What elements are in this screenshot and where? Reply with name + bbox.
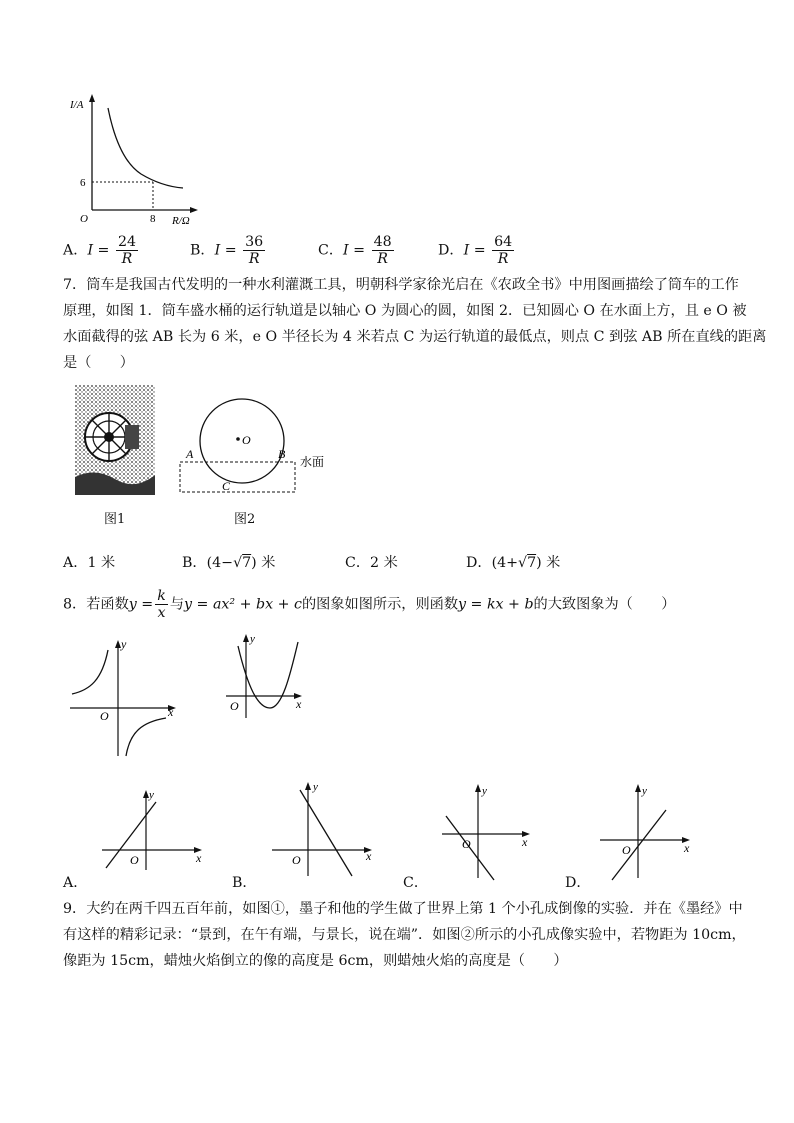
q6-y-arrow: [89, 94, 95, 102]
svg-text:x: x: [296, 697, 302, 711]
svg-text:x: x: [522, 835, 528, 849]
q6-y-tick: 6: [80, 177, 86, 189]
q6-curve: [108, 108, 183, 188]
q8-given-parabola: [224, 632, 316, 722]
svg-text:y: y: [482, 785, 487, 797]
svg-text:O: O: [622, 843, 631, 857]
svg-text:y: y: [642, 785, 647, 797]
q7-option-c[interactable]: C．2 米: [345, 555, 398, 571]
q7-fig2-caption: 图2: [234, 512, 256, 527]
q6-x-arrow: [190, 207, 198, 213]
svg-text:y: y: [250, 633, 255, 645]
svg-text:O: O: [292, 853, 301, 867]
q8-option-b-graph[interactable]: [268, 780, 382, 880]
svg-text:x: x: [196, 851, 202, 865]
svg-text:O: O: [230, 699, 239, 713]
q8-option-b-label[interactable]: B．: [232, 875, 257, 891]
q7-fig1-caption: 图1: [104, 512, 126, 527]
sqrt-icon: √: [518, 555, 528, 571]
svg-text:y: y: [313, 781, 318, 793]
svg-text:O: O: [462, 837, 471, 851]
q6-graph: [66, 88, 206, 238]
q6-x-tick: 8: [150, 213, 156, 225]
q7-label-water: 水面: [300, 455, 325, 469]
q8-option-c-graph[interactable]: [438, 782, 540, 882]
q6-option-d[interactable]: D．I = $\frac{64}{R}$: [438, 234, 513, 267]
q6-origin: O: [80, 213, 88, 225]
q7-line-3: 水面截得的弦 AB 长为 6 米，e O 半径长为 4 米若点 C 为运行轨道的最低点，则点 C 到弦 AB 所在直线的距离: [63, 329, 767, 345]
q8-option-a-graph[interactable]: [96, 788, 212, 872]
svg-text:y: y: [121, 637, 127, 651]
svg-text:x: x: [366, 849, 372, 863]
q9-line-2: 有这样的精彩记录：“景到，在午有端，与景长，说在端”．如图②所示的小孔成像实验中，若物距为 10cm，: [63, 927, 746, 943]
q7-option-d[interactable]: D．(4+√7) 米: [466, 555, 561, 571]
q8-option-d-label[interactable]: D．: [565, 875, 591, 891]
svg-text:x: x: [168, 705, 174, 719]
q9-line-3: 像距为 15cm，蜡烛火焰倒立的像的高度是 6cm，则蜡烛火焰的高度是（ ）: [63, 953, 568, 969]
q7-label-o: O: [242, 433, 251, 447]
q8-given-hyperbola: [66, 636, 186, 762]
sqrt-icon: √: [233, 555, 243, 571]
q7-label-c: C: [222, 479, 231, 493]
svg-text:O: O: [130, 853, 139, 867]
q7-line-2: 原理，如图 1．筒车盛水桶的运行轨道是以轴心 O 为圆心的圆，如图 2．已知圆心 O 在水面上方，且 e O 被: [63, 303, 747, 319]
q8-stem: 8．若函数y = $\frac{k}{x}$ 与y = ax² + bx + c的图象如图所示，则函数y = kx + b的大致图象为（ ）: [63, 588, 676, 621]
q7-water-rect: [180, 462, 295, 492]
q6-option-a[interactable]: A．I = $\frac{24}{R}$: [63, 234, 137, 267]
q7-option-b[interactable]: B．(4−√7) 米: [182, 555, 276, 571]
svg-text:O: O: [100, 709, 109, 723]
q8-option-c-label[interactable]: C．: [403, 875, 429, 891]
q6-option-b[interactable]: B．I = $\frac{36}{R}$: [190, 234, 264, 267]
q8-option-a-label[interactable]: A．: [63, 875, 88, 891]
q7-line-1: 7．筒车是我国古代发明的一种水利灌溉工具，明朝科学家徐光启在《农政全书》中用图画描绘了筒车的工作: [63, 277, 739, 293]
q7-line-4: 是（ ）: [63, 355, 134, 371]
q7-label-a: A: [186, 447, 194, 461]
q7-option-a[interactable]: A．1 米: [63, 555, 116, 571]
svg-text:y: y: [149, 789, 154, 801]
q7-label-b: B: [278, 447, 286, 461]
q6-y-label: I/A: [70, 99, 84, 111]
q7-fig2-diagram: [176, 395, 336, 503]
svg-text:x: x: [684, 841, 690, 855]
q9-line-1: 9．大约在两千四五百年前，如图①，墨子和他的学生做了世界上第 1 个小孔成倒像的实验．并在《墨经》中: [63, 901, 743, 917]
q6-x-label: R/Ω: [172, 215, 190, 227]
q6-option-c[interactable]: C．I = $\frac{48}{R}$: [318, 234, 392, 267]
q8-option-d-graph[interactable]: [596, 782, 700, 882]
q7-fig1-waterwheel: [75, 385, 155, 495]
